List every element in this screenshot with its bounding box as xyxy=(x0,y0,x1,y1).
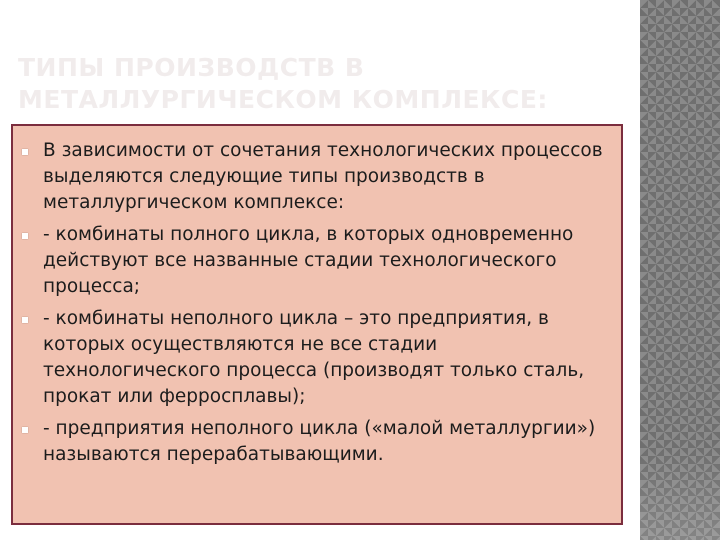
bullet-item xyxy=(13,138,621,216)
bullet-marker-icon xyxy=(22,233,28,239)
slide-title: ТИПЫ ПРОИЗВОДСТВ В МЕТАЛЛУРГИЧЕСКОМ КОМПЛЕКСЕ: xyxy=(18,53,548,114)
bullet-marker-icon xyxy=(22,149,28,155)
bullet-marker-icon xyxy=(22,317,28,323)
bullet-list xyxy=(13,126,621,468)
bullet-marker-icon xyxy=(22,427,28,433)
bullet-text: - комбинаты неполного цикла – это предприятия, в которых осуществляются не все стадии технологического процесса (производят только сталь, прокат или ферросплавы); xyxy=(43,308,585,407)
bullet-text: - предприятия неполного цикла («малой металлургии») называются перерабатывающими. xyxy=(43,418,596,465)
content-box xyxy=(11,124,623,525)
bullet-item xyxy=(13,416,621,468)
bullet-text: - комбинаты полного цикла, в которых одновременно действуют все названные стадии технологического процесса; xyxy=(43,224,574,297)
bullet-item xyxy=(13,222,621,300)
bullet-item xyxy=(13,306,621,410)
pattern-fade xyxy=(640,450,720,540)
bullet-text: В зависимости от сочетания технологических процессов выделяются следующие типы производств в металлургическом комплексе: xyxy=(43,140,603,213)
